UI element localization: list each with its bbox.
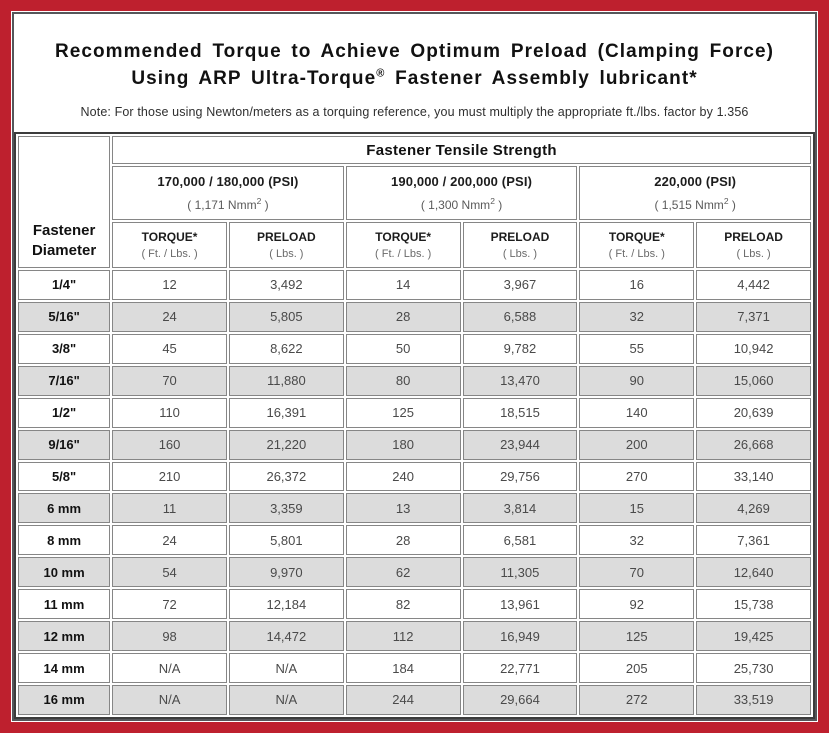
preload-value-cell: 6,588 <box>463 302 578 332</box>
torque-value-cell: 180 <box>346 430 461 460</box>
preload-value-cell: 18,515 <box>463 398 578 428</box>
preload-value-cell: 11,880 <box>229 366 344 396</box>
diameter-cell: 14 mm <box>18 653 110 683</box>
torque-value-cell: 55 <box>579 334 694 364</box>
preload-value-cell: 15,738 <box>696 589 811 619</box>
torque-value-cell: 32 <box>579 525 694 555</box>
table-row <box>18 621 811 651</box>
preload-value-cell: 11,305 <box>463 557 578 587</box>
preload-value-cell: 33,140 <box>696 462 811 492</box>
torque-value-cell: N/A <box>112 685 227 715</box>
psi-group-header-220 <box>579 166 811 220</box>
torque-value-cell: 24 <box>112 525 227 555</box>
torque-value-cell: 184 <box>346 653 461 683</box>
preload-value-cell: 3,967 <box>463 270 578 300</box>
preload-value-cell: 7,361 <box>696 525 811 555</box>
preload-value-cell: 29,664 <box>463 685 578 715</box>
nmm-label: ( 1,300 Nmm$^2$ ) <box>420 196 503 212</box>
torque-value-cell: 24 <box>112 302 227 332</box>
diameter-cell: 6 mm <box>18 493 110 523</box>
diameter-cell: 11 mm <box>18 589 110 619</box>
fastener-diameter-header-line2: Diameter <box>31 241 97 259</box>
preload-value-cell: 23,944 <box>463 430 578 460</box>
torque-value-cell: 32 <box>579 302 694 332</box>
diameter-cell: 10 mm <box>18 557 110 587</box>
tensile-strength-header: Fastener Tensile Strength <box>112 136 811 164</box>
preload-value-cell: 20,639 <box>696 398 811 428</box>
table-row <box>18 589 811 619</box>
torque-value-cell: 112 <box>346 621 461 651</box>
table-row <box>18 525 811 555</box>
diameter-cell: 9/16" <box>18 430 110 460</box>
nmm-label: ( 1,515 Nmm$^2$ ) <box>654 196 736 212</box>
torque-value-cell: 125 <box>346 398 461 428</box>
preload-value-cell: 9,782 <box>463 334 578 364</box>
torque-table <box>14 132 815 719</box>
psi-group-header-170-180 <box>112 166 344 220</box>
diameter-cell: 5/8" <box>18 462 110 492</box>
torque-value-cell: 28 <box>346 525 461 555</box>
title-line-1: Recommended Torque to Achieve Optimum Preload (Clamping Force) <box>55 41 774 62</box>
table-row <box>18 557 811 587</box>
torque-value-cell: 200 <box>579 430 694 460</box>
preload-value-cell: 22,771 <box>463 653 578 683</box>
diameter-cell: 12 mm <box>18 621 110 651</box>
psi-label: 190,000 / 200,000 (PSI) <box>391 174 533 189</box>
psi-group-header-190-200 <box>346 166 578 220</box>
torque-value-cell: 16 <box>579 270 694 300</box>
torque-value-cell: 240 <box>346 462 461 492</box>
table-row <box>18 493 811 523</box>
preload-value-cell: 16,949 <box>463 621 578 651</box>
title-line-2-text-end: Fastener Assembly lubricant* <box>385 68 698 89</box>
torque-value-cell: 70 <box>112 366 227 396</box>
table-row <box>18 334 811 364</box>
preload-value-cell: 29,756 <box>463 462 578 492</box>
torque-value-cell: 125 <box>579 621 694 651</box>
diameter-cell: 1/4" <box>18 270 110 300</box>
nmm-label: ( 1,171 Nmm$^2$ ) <box>187 196 269 212</box>
preload-value-cell: 14,472 <box>229 621 344 651</box>
table-row <box>18 430 811 460</box>
preload-value-cell: 21,220 <box>229 430 344 460</box>
table-row <box>18 653 811 683</box>
torque-value-cell: 270 <box>579 462 694 492</box>
preload-value-cell: 3,492 <box>229 270 344 300</box>
preload-value-cell: 26,372 <box>229 462 344 492</box>
preload-value-cell: 9,970 <box>229 557 344 587</box>
table-container <box>14 132 815 719</box>
content-panel <box>12 12 817 721</box>
torque-value-cell: 72 <box>112 589 227 619</box>
preload-column-header: PRELOAD ( Lbs. ) <box>229 222 344 268</box>
torque-value-cell: 205 <box>579 653 694 683</box>
torque-value-cell: 98 <box>112 621 227 651</box>
torque-value-cell: 54 <box>112 557 227 587</box>
psi-label: 220,000 (PSI) <box>654 174 737 189</box>
fastener-diameter-header <box>18 136 110 268</box>
torque-value-cell: N/A <box>112 653 227 683</box>
torque-value-cell: 80 <box>346 366 461 396</box>
fastener-diameter-header-line1: Fastener <box>32 222 96 239</box>
torque-value-cell: 70 <box>579 557 694 587</box>
preload-value-cell: 16,391 <box>229 398 344 428</box>
preload-value-cell: 5,801 <box>229 525 344 555</box>
torque-value-cell: 45 <box>112 334 227 364</box>
preload-value-cell: 3,359 <box>229 493 344 523</box>
table-body <box>18 270 811 715</box>
preload-value-cell: 4,442 <box>696 270 811 300</box>
table-row <box>18 685 811 715</box>
torque-value-cell: 15 <box>579 493 694 523</box>
preload-column-header: PRELOAD ( Lbs. ) <box>463 222 578 268</box>
table-row <box>18 462 811 492</box>
diameter-cell: 1/2" <box>18 398 110 428</box>
preload-value-cell: 3,814 <box>463 493 578 523</box>
preload-value-cell: 33,519 <box>696 685 811 715</box>
preload-column-header: PRELOAD ( Lbs. ) <box>696 222 811 268</box>
table-row <box>18 270 811 300</box>
diameter-cell: 3/8" <box>18 334 110 364</box>
torque-value-cell: 90 <box>579 366 694 396</box>
torque-value-cell: 92 <box>579 589 694 619</box>
torque-column-header: TORQUE* ( Ft. / Lbs. ) <box>579 222 694 268</box>
torque-value-cell: 13 <box>346 493 461 523</box>
preload-value-cell: N/A <box>229 685 344 715</box>
registered-trademark-symbol: ® <box>376 67 386 80</box>
torque-value-cell: 82 <box>346 589 461 619</box>
torque-value-cell: 140 <box>579 398 694 428</box>
torque-column-header: TORQUE* ( Ft. / Lbs. ) <box>346 222 461 268</box>
table-row <box>18 398 811 428</box>
preload-value-cell: 6,581 <box>463 525 578 555</box>
chart-header <box>14 14 815 132</box>
preload-value-cell: 8,622 <box>229 334 344 364</box>
preload-value-cell: 5,805 <box>229 302 344 332</box>
torque-value-cell: 62 <box>346 557 461 587</box>
preload-value-cell: 10,942 <box>696 334 811 364</box>
diameter-cell: 16 mm <box>18 685 110 715</box>
table-row <box>18 302 811 332</box>
torque-value-cell: 210 <box>112 462 227 492</box>
torque-value-cell: 272 <box>579 685 694 715</box>
preload-value-cell: 12,184 <box>229 589 344 619</box>
chart-note: Note: For those using Newton/meters as a torquing reference, you must multiply the appropriate ft./lbs. factor by 1.356 <box>80 105 749 119</box>
diameter-cell: 5/16" <box>18 302 110 332</box>
preload-value-cell: N/A <box>229 653 344 683</box>
torque-value-cell: 14 <box>346 270 461 300</box>
preload-value-cell: 12,640 <box>696 557 811 587</box>
torque-column-header: TORQUE* ( Ft. / Lbs. ) <box>112 222 227 268</box>
table-row <box>18 366 811 396</box>
preload-value-cell: 19,425 <box>696 621 811 651</box>
preload-value-cell: 26,668 <box>696 430 811 460</box>
preload-value-cell: 25,730 <box>696 653 811 683</box>
preload-value-cell: 4,269 <box>696 493 811 523</box>
preload-value-cell: 13,961 <box>463 589 578 619</box>
diameter-cell: 7/16" <box>18 366 110 396</box>
torque-value-cell: 28 <box>346 302 461 332</box>
psi-label: 170,000 / 180,000 (PSI) <box>157 174 299 189</box>
torque-value-cell: 160 <box>112 430 227 460</box>
torque-value-cell: 50 <box>346 334 461 364</box>
torque-value-cell: 12 <box>112 270 227 300</box>
torque-value-cell: 11 <box>112 493 227 523</box>
diameter-cell: 8 mm <box>18 525 110 555</box>
title-line-2-text: Using ARP Ultra-Torque <box>131 68 377 89</box>
torque-value-cell: 110 <box>112 398 227 428</box>
preload-value-cell: 15,060 <box>696 366 811 396</box>
preload-value-cell: 13,470 <box>463 366 578 396</box>
torque-value-cell: 244 <box>346 685 461 715</box>
preload-value-cell: 7,371 <box>696 302 811 332</box>
title-line-2 <box>14 65 815 92</box>
